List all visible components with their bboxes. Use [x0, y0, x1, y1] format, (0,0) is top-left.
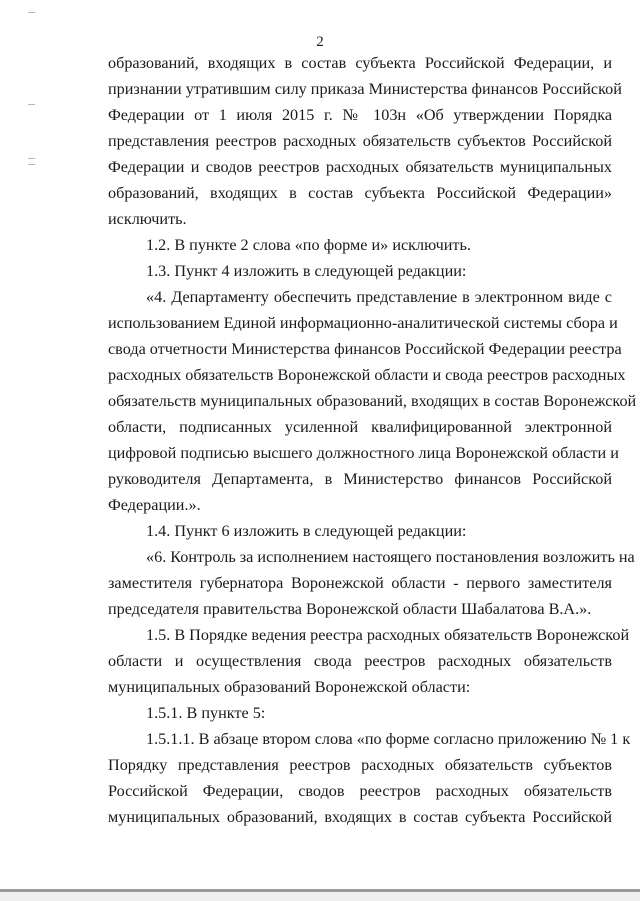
text-line: обязательств муниципальных образований, входящих в состав Воронежской — [108, 392, 637, 410]
text-line: 1.3. Пункт 4 изложить в следующей редакции: — [146, 262, 467, 280]
text-line: Федерации от 1 июля 2015 г. № 103н «Об утверждении Порядка — [108, 106, 612, 124]
text-line: представления реестров расходных обязательств субъектов Российской — [108, 132, 612, 150]
text-line: исключить. — [108, 210, 187, 228]
text-line: Федерации.». — [108, 496, 201, 514]
text-line: муниципальных образований Воронежской области: — [108, 678, 471, 696]
text-line: цифровой подписью высшего должностного лица Воронежской области и — [108, 444, 619, 462]
scan-mark — [28, 104, 35, 105]
scan-margin-marks — [28, 0, 48, 901]
text-line: 1.5.1.1. В абзаце втором слова «по форме согласно приложению № 1 к — [146, 730, 631, 748]
text-line: области и осуществления свода реестров расходных обязательств — [108, 652, 612, 670]
text-line: муниципальных образований, входящих в состав субъекта Российской — [108, 808, 612, 826]
scan-mark — [28, 164, 35, 165]
text-line: свода отчетности Министерства финансов Российской Федерации реестра — [108, 340, 622, 358]
text-line: образований, входящих в состав субъекта Российской Федерации» — [108, 184, 612, 202]
text-line: Порядку представления реестров расходных обязательств субъектов — [108, 756, 612, 774]
text-line: 1.5.1. В пункте 5: — [146, 704, 266, 722]
text-line: расходных обязательств Воронежской области и свода реестров расходных — [108, 366, 626, 384]
text-line: Федерации и сводов реестров расходных обязательств муниципальных — [108, 158, 612, 176]
text-line: Российской Федерации, сводов реестров расходных обязательств — [108, 782, 612, 800]
text-line: «6. Контроль за исполнением настоящего постановления возложить на — [146, 548, 635, 566]
text-line: заместителя губернатора Воронежской области - первого заместителя — [108, 574, 612, 592]
text-line: использованием Единой информационно-аналитической системы сбора и — [108, 314, 618, 332]
text-line: 1.4. Пункт 6 изложить в следующей редакции: — [146, 522, 467, 540]
text-line: области, подписанных усиленной квалифицированной электронной — [108, 418, 612, 436]
scan-mark — [28, 12, 35, 13]
text-line: руководителя Департамента, в Министерство финансов Российской — [108, 470, 612, 488]
text-line: председателя правительства Воронежской области Шабалатова В.А.». — [108, 600, 592, 618]
text-line: 1.5. В Порядке ведения реестра расходных обязательств Воронежской — [146, 626, 630, 644]
text-line: признании утратившим силу приказа Министерства финансов Российской — [108, 80, 622, 98]
text-line: «4. Департаменту обеспечить представление в электронном виде с — [146, 288, 612, 306]
text-line: 1.2. В пункте 2 слова «по форме и» исключить. — [146, 236, 471, 254]
scan-mark — [28, 158, 35, 159]
text-line: образований, входящих в состав субъекта Российской Федерации, и — [108, 54, 612, 72]
scan-bottom-shadow — [0, 892, 640, 901]
page-number: 2 — [316, 34, 324, 50]
